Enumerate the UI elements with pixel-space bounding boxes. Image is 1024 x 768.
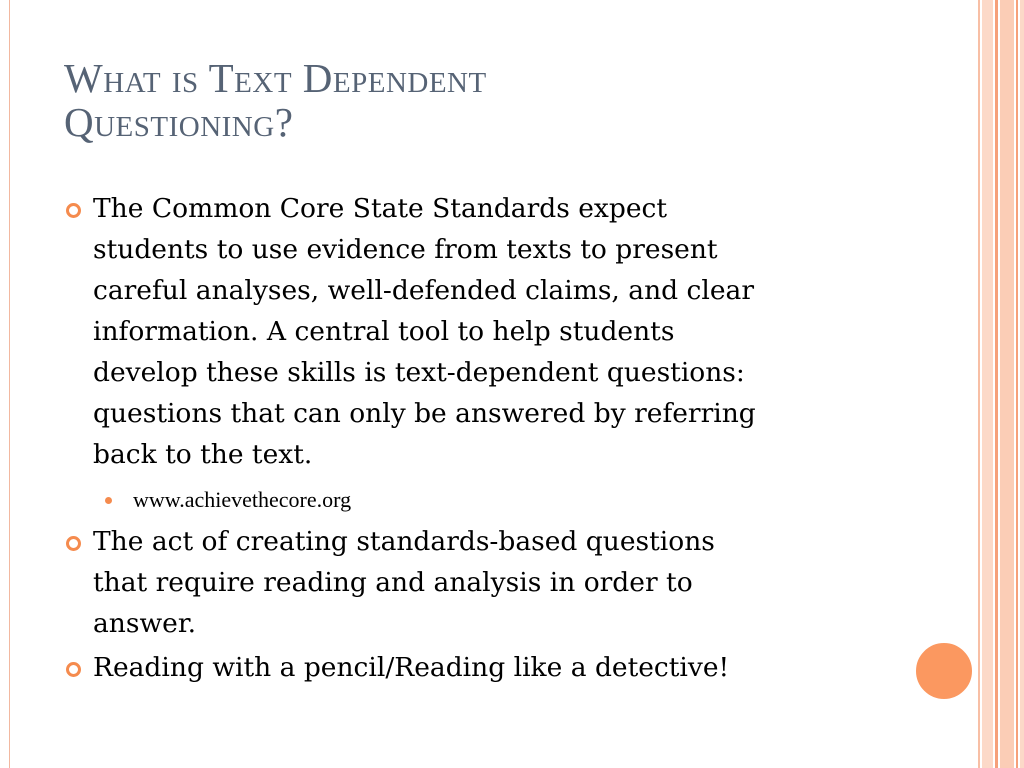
slide-body	[64, 188, 884, 688]
bullet-line: careful analyses, well-defended claims, and clear	[93, 275, 754, 306]
stripe	[982, 0, 993, 768]
left-border-line	[9, 0, 10, 768]
bullet-line: information. A central tool to help students	[93, 316, 675, 347]
bullet-line: The Common Core State Standards expect	[93, 193, 667, 224]
sub-bullet-item	[64, 485, 884, 515]
bullet-line: back to the text.	[93, 439, 313, 470]
bullet-line: answer.	[93, 608, 197, 639]
bullet-line: that require reading and analysis in order to	[93, 567, 693, 598]
bullet-line: The act of creating standards-based questions	[93, 526, 715, 557]
stripe	[995, 0, 998, 768]
decorative-circle	[913, 640, 975, 702]
circle-bullet-icon	[66, 662, 81, 677]
bullet-line: develop these skills is text-dependent questions:	[93, 357, 745, 388]
circle-bullet-icon	[66, 536, 81, 551]
title-line: What is Text Dependent	[64, 55, 487, 101]
circle-bullet-icon	[66, 203, 81, 218]
sub-bullet-text: www.achievethecore.org	[133, 487, 352, 512]
stripe	[1016, 0, 1018, 768]
title-line: Questioning?	[64, 99, 294, 145]
bullet-line: students to use evidence from texts to present	[93, 234, 718, 265]
stripe	[1000, 0, 1014, 768]
bullet-item	[64, 521, 884, 644]
bullet-line: questions that can only be answered by referring	[93, 398, 756, 429]
slide-title	[64, 56, 884, 144]
stripe	[1020, 0, 1024, 768]
bullet-line: Reading with a pencil/Reading like a detective!	[93, 652, 730, 683]
stripe	[978, 0, 980, 768]
bullet-item	[64, 647, 884, 688]
bullet-item	[64, 188, 884, 475]
right-decorative-stripes	[978, 0, 1024, 768]
dot-bullet-icon	[105, 497, 112, 504]
